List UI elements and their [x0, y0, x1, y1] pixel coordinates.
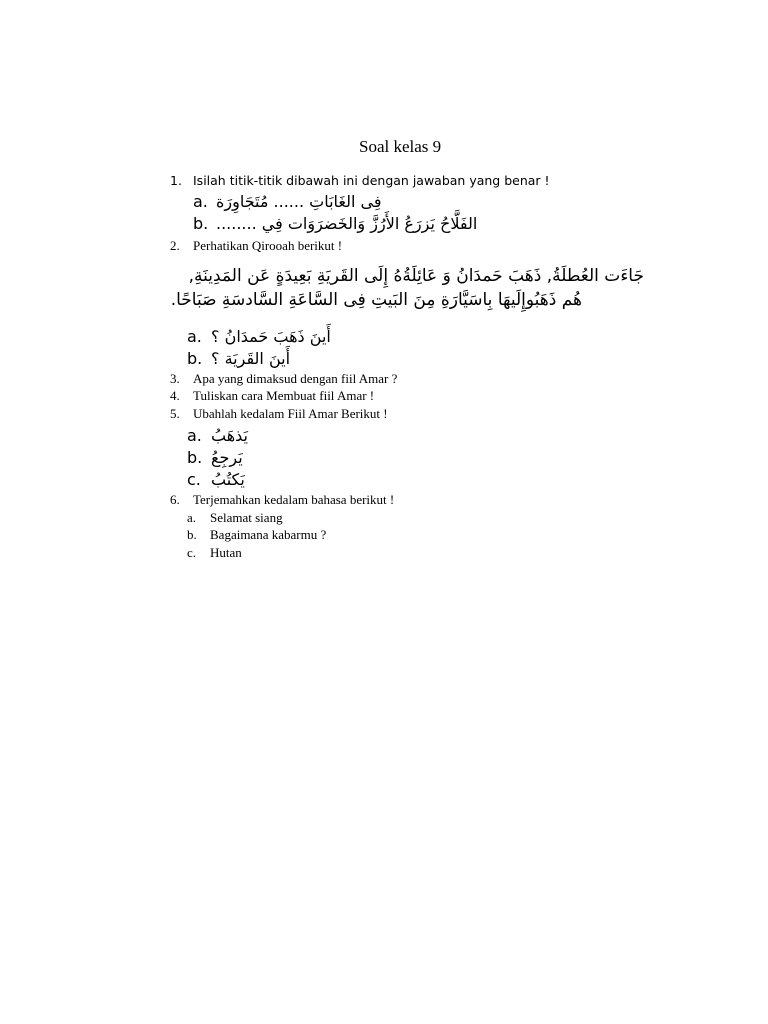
q1-option-a-letter: a. — [193, 192, 208, 211]
q6-option-a-letter: a. — [187, 510, 197, 525]
q3-text: Apa yang dimaksud dengan fiil Amar ? — [193, 371, 398, 386]
q1-text: Isilah titik-titik dibawah ini dengan jawaban yang benar ! — [193, 173, 550, 188]
q5-option-c-letter: c. — [187, 470, 201, 489]
q1-option-b-text: الفَلَّاحُ يَزرَعُ الأَرُزَّ وَالخَضرَوَات فِي ........ — [216, 214, 478, 233]
q5-option-b-text: يَرجِعُ — [211, 448, 243, 467]
q1-option-a-text: فِى الغَابَاتِ ...... مُتَجَاوِرَة — [216, 192, 382, 211]
q5-text: Ubahlah kedalam Fiil Amar Berikut ! — [193, 406, 388, 421]
q2-reading-line-1: جَاءَت العُطلَةُ, ذَهَبَ حَمدَانُ وَ عَائِلَةُهُ إِلَى القَريَةِ بَعِيدَةٍ عَن المَدِينَةِ, — [188, 266, 644, 286]
document-title: Soal kelas 9 — [359, 137, 442, 156]
q2-number: 2. — [170, 238, 180, 253]
q3-number: 3. — [170, 371, 180, 386]
q6-text: Terjemahkan kedalam bahasa berikut ! — [193, 492, 395, 507]
q4-number: 4. — [170, 388, 180, 403]
q2-option-a-letter: a. — [187, 327, 202, 346]
q2-text: Perhatikan Qirooah berikut ! — [193, 238, 343, 253]
q6-option-a-text: Selamat siang — [210, 510, 283, 525]
q5-number: 5. — [170, 406, 180, 421]
q6-option-c-text: Hutan — [210, 545, 242, 560]
q5-option-a-letter: a. — [187, 426, 202, 445]
q2-reading-line-2: هُم ذَهَبُوإِلَيهَا بِاسَيَّارَةِ مِنَ البَيتِ فِى السَّاعَةِ السَّادسَةِ صَبَاحًا. — [170, 290, 582, 310]
q4-text: Tuliskan cara Membuat fiil Amar ! — [193, 388, 375, 403]
q2-option-a-text: أَينَ ذَهَبَ حَمدَانُ ؟ — [211, 327, 331, 346]
q1-number: 1. — [170, 173, 182, 188]
q1-option-b-letter: b. — [193, 214, 209, 233]
q6-option-b-letter: b. — [187, 527, 197, 542]
q6-option-b-text: Bagaimana kabarmu ? — [210, 527, 327, 542]
q5-option-a-text: يَذهَبُ — [211, 426, 248, 445]
q2-option-b-letter: b. — [187, 349, 203, 368]
q6-option-c-letter: c. — [187, 545, 197, 560]
q5-option-b-letter: b. — [187, 448, 203, 467]
q5-option-c-text: يَكتُبُ — [211, 470, 245, 489]
q6-number: 6. — [170, 492, 180, 507]
q2-option-b-text: أَينَ القَريَة ؟ — [211, 349, 291, 368]
